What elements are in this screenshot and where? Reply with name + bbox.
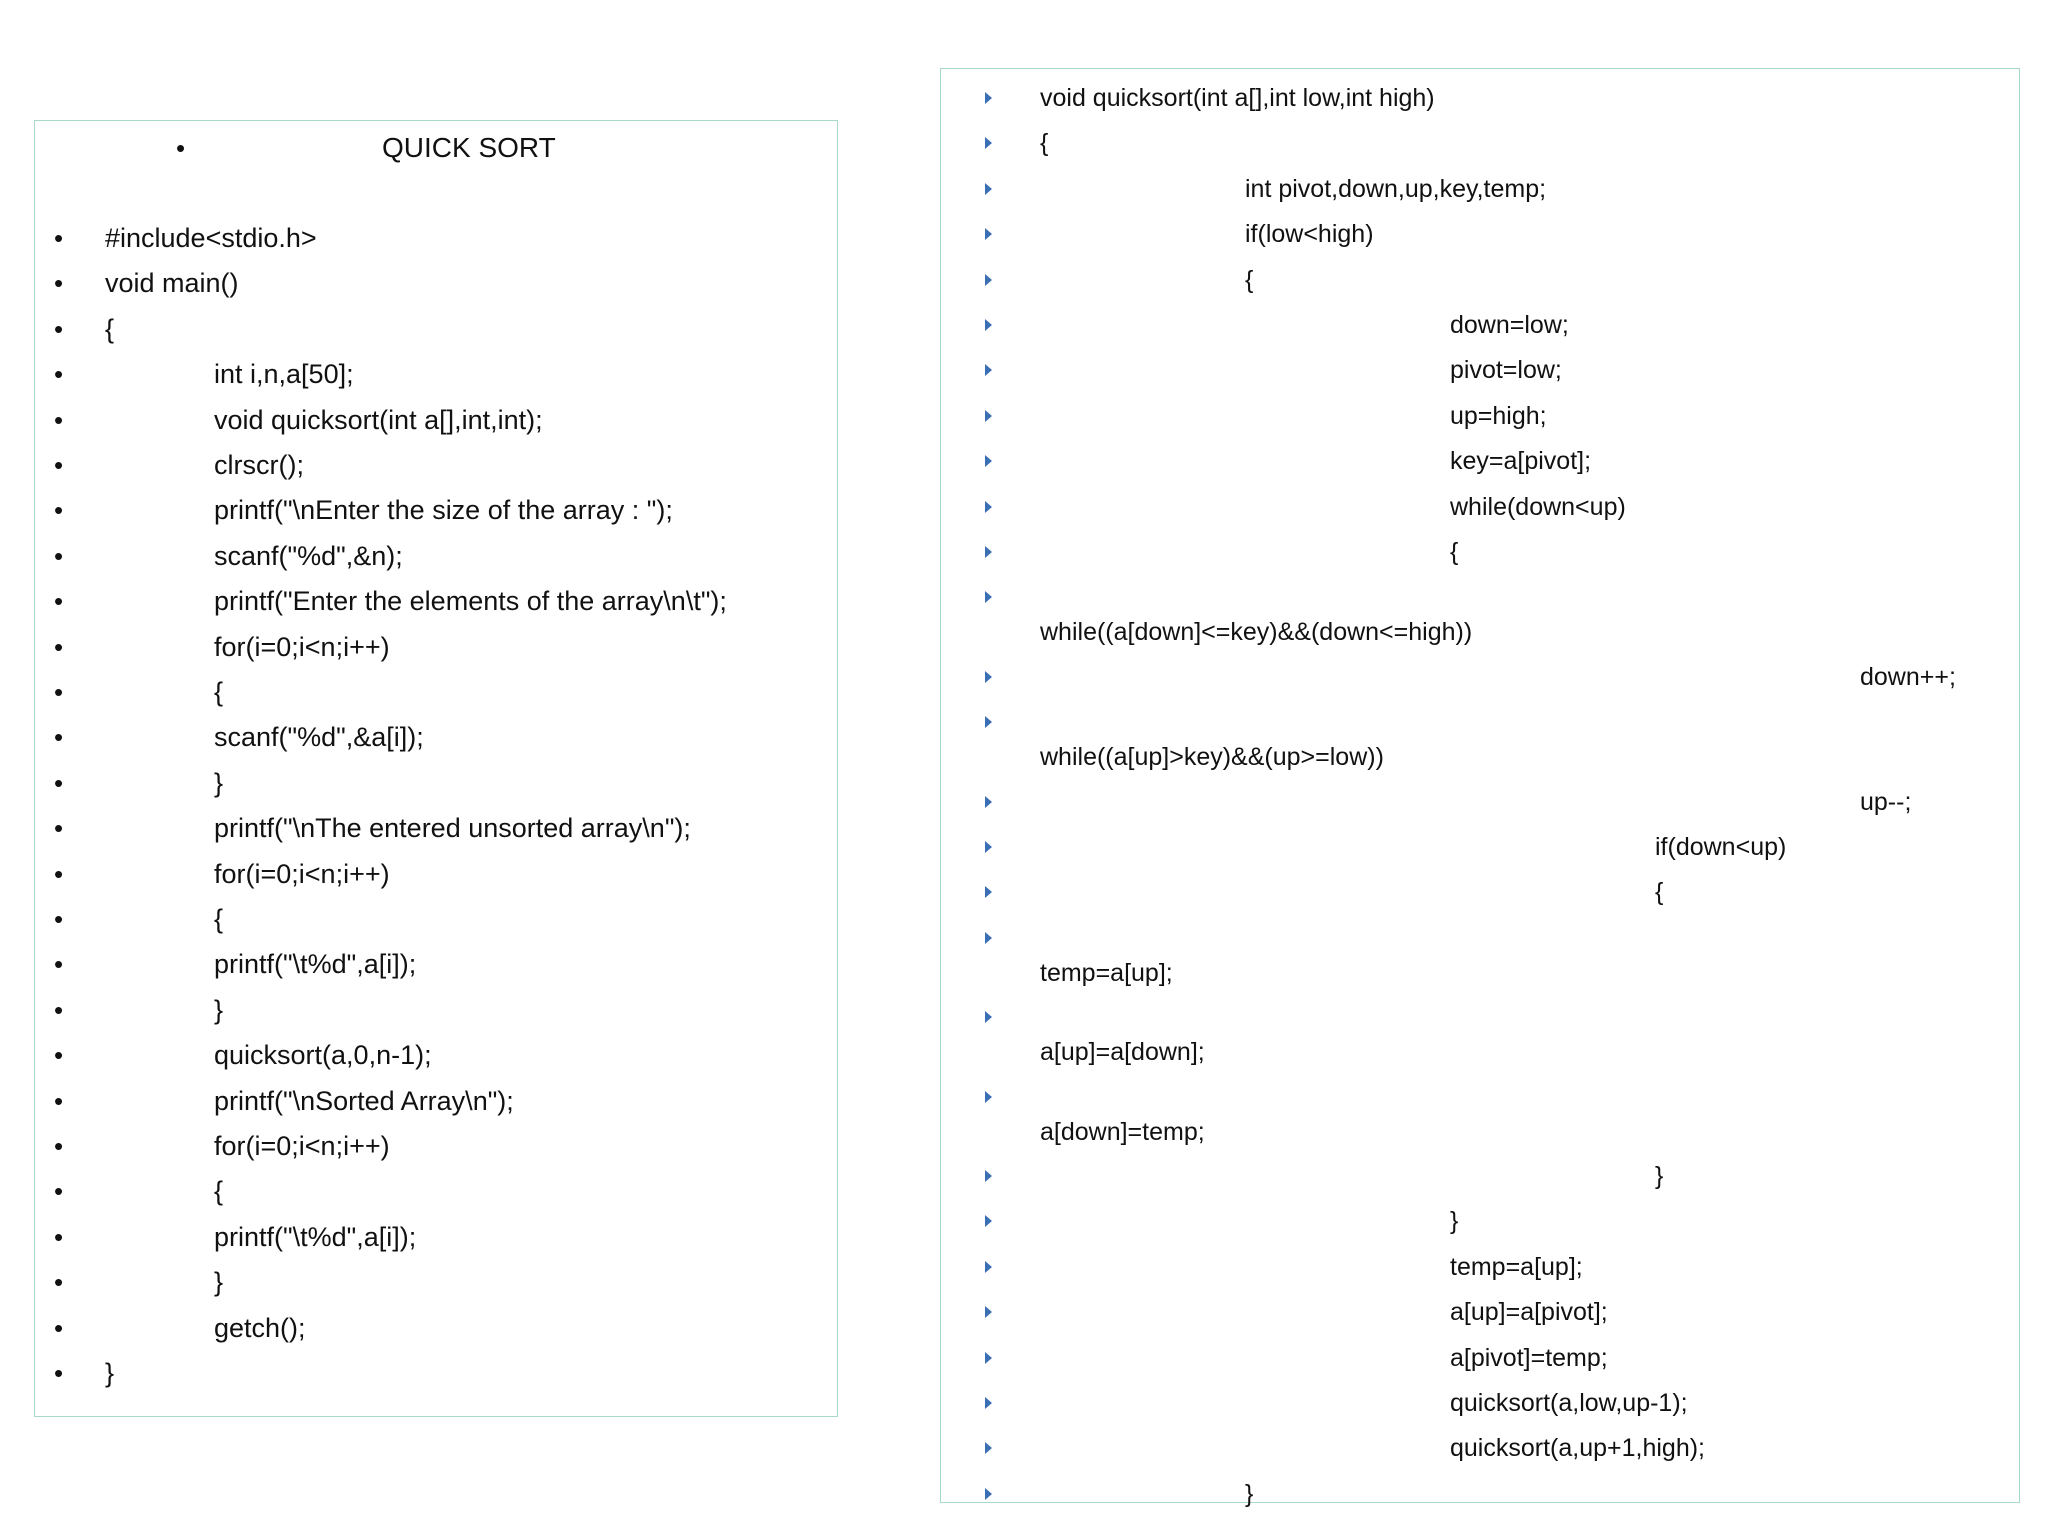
code-line: printf("\t%d",a[i]); bbox=[214, 1221, 417, 1252]
arrow-bullet-icon bbox=[985, 92, 992, 104]
bullet-icon: • bbox=[54, 1312, 64, 1343]
code-line: a[pivot]=temp; bbox=[1450, 1343, 1608, 1372]
code-line: } bbox=[214, 994, 224, 1025]
code-line: printf("\t%d",a[i]); bbox=[214, 949, 417, 980]
code-line: { bbox=[1450, 538, 1459, 566]
code-line: void main() bbox=[105, 268, 239, 299]
bullet-icon: • bbox=[54, 904, 64, 934]
bullet-icon: • bbox=[54, 994, 64, 1025]
arrow-bullet-icon bbox=[985, 137, 992, 149]
bullet-icon: • bbox=[54, 1040, 64, 1071]
code-line: printf("\nSorted Array\n"); bbox=[214, 1085, 514, 1116]
bullet-icon: • bbox=[54, 1085, 64, 1116]
arrow-bullet-icon bbox=[985, 319, 992, 331]
code-line: { bbox=[1245, 265, 1254, 294]
arrow-bullet-icon bbox=[985, 1306, 992, 1318]
arrow-bullet-icon bbox=[985, 932, 992, 944]
code-line: pivot=low; bbox=[1450, 356, 1562, 385]
arrow-bullet-icon bbox=[985, 716, 992, 728]
code-line: printf("Enter the elements of the array\n\t"); bbox=[214, 586, 727, 617]
arrow-bullet-icon bbox=[985, 1261, 992, 1273]
arrow-bullet-icon bbox=[985, 1488, 992, 1500]
code-line: } bbox=[214, 767, 224, 798]
arrow-bullet-icon bbox=[985, 228, 992, 240]
page-title: QUICK SORT bbox=[382, 132, 556, 163]
code-line: } bbox=[1655, 1162, 1664, 1190]
bullet-icon: • bbox=[54, 858, 64, 889]
bullet-icon: • bbox=[54, 404, 64, 435]
bullet-icon: • bbox=[54, 1176, 64, 1207]
code-line: a[down]=temp; bbox=[1040, 1117, 1205, 1146]
code-line: int pivot,down,up,key,temp; bbox=[1245, 174, 1547, 203]
code-line: clrscr(); bbox=[214, 450, 304, 480]
code-line: up=high; bbox=[1450, 401, 1547, 430]
code-line: { bbox=[105, 313, 115, 344]
arrow-bullet-icon bbox=[985, 1170, 992, 1182]
code-line: { bbox=[1655, 878, 1664, 907]
bullet-icon: • bbox=[54, 495, 64, 526]
code-line: { bbox=[214, 904, 224, 934]
arrow-bullet-icon bbox=[985, 1091, 992, 1103]
code-line: } bbox=[214, 1267, 224, 1298]
arrow-bullet-icon bbox=[985, 501, 992, 513]
arrow-bullet-icon bbox=[985, 1442, 992, 1454]
title-bullet-icon: • bbox=[176, 133, 186, 163]
arrow-bullet-icon bbox=[985, 1011, 992, 1023]
code-line: up--; bbox=[1860, 787, 1912, 816]
code-line: while(down<up) bbox=[1450, 492, 1626, 521]
bullet-icon: • bbox=[54, 1131, 64, 1161]
bullet-icon: • bbox=[54, 631, 64, 662]
code-line: getch(); bbox=[214, 1312, 306, 1343]
code-line: { bbox=[1040, 129, 1049, 158]
right-code-panel bbox=[940, 68, 2020, 1503]
arrow-bullet-icon bbox=[985, 591, 992, 603]
code-line: quicksort(a,0,n-1); bbox=[214, 1040, 432, 1071]
code-line: down=low; bbox=[1450, 311, 1569, 339]
bullet-icon: • bbox=[54, 813, 64, 844]
left-code-panel bbox=[34, 120, 838, 1417]
code-line: while((a[up]>key)&&(up>=low)) bbox=[1040, 743, 1384, 772]
code-line: printf("\nThe entered unsorted array\n"); bbox=[214, 813, 691, 844]
bullet-icon: • bbox=[54, 1267, 64, 1298]
code-line: a[up]=a[down]; bbox=[1040, 1038, 1205, 1067]
code-line: scanf("%d",&n); bbox=[214, 540, 403, 571]
code-line: { bbox=[214, 1176, 224, 1207]
code-line: #include<stdio.h> bbox=[105, 223, 317, 253]
code-line: while((a[down]<=key)&&(down<=high)) bbox=[1040, 618, 1473, 647]
code-line: } bbox=[1450, 1207, 1459, 1236]
code-line: for(i=0;i<n;i++) bbox=[214, 631, 390, 662]
code-line: for(i=0;i<n;i++) bbox=[214, 858, 390, 889]
bullet-icon: • bbox=[54, 359, 64, 390]
arrow-bullet-icon bbox=[985, 841, 992, 853]
code-line: quicksort(a,up+1,high); bbox=[1450, 1434, 1706, 1463]
code-line: temp=a[up]; bbox=[1450, 1252, 1583, 1281]
code-line: } bbox=[1245, 1479, 1254, 1508]
code-line: { bbox=[214, 677, 224, 707]
arrow-bullet-icon bbox=[985, 546, 992, 558]
arrow-bullet-icon bbox=[985, 796, 992, 808]
code-line: quicksort(a,low,up-1); bbox=[1450, 1389, 1688, 1417]
code-line: down++; bbox=[1860, 662, 1956, 691]
bullet-icon: • bbox=[54, 677, 64, 707]
arrow-bullet-icon bbox=[985, 1397, 992, 1409]
arrow-bullet-icon bbox=[985, 886, 992, 898]
code-line: } bbox=[105, 1358, 115, 1388]
bullet-icon: • bbox=[54, 540, 64, 571]
code-line: temp=a[up]; bbox=[1040, 958, 1173, 987]
code-line: for(i=0;i<n;i++) bbox=[214, 1131, 390, 1161]
arrow-bullet-icon bbox=[985, 1215, 992, 1227]
bullet-icon: • bbox=[54, 268, 64, 299]
bullet-icon: • bbox=[54, 767, 64, 798]
bullet-icon: • bbox=[54, 722, 64, 753]
bullet-icon: • bbox=[54, 1221, 64, 1252]
arrow-bullet-icon bbox=[985, 410, 992, 422]
code-line: printf("\nEnter the size of the array : "); bbox=[214, 495, 673, 526]
code-line: void quicksort(int a[],int low,int high) bbox=[1040, 84, 1435, 112]
code-line: void quicksort(int a[],int,int); bbox=[214, 404, 543, 435]
arrow-bullet-icon bbox=[985, 1352, 992, 1364]
bullet-icon: • bbox=[54, 1358, 64, 1388]
code-line: int i,n,a[50]; bbox=[214, 359, 354, 390]
bullet-icon: • bbox=[54, 450, 64, 480]
arrow-bullet-icon bbox=[985, 455, 992, 467]
code-line: if(low<high) bbox=[1245, 220, 1374, 249]
arrow-bullet-icon bbox=[985, 364, 992, 376]
code-line: a[up]=a[pivot]; bbox=[1450, 1298, 1608, 1327]
bullet-icon: • bbox=[54, 313, 64, 344]
arrow-bullet-icon bbox=[985, 183, 992, 195]
code-line: key=a[pivot]; bbox=[1450, 447, 1592, 476]
bullet-icon: • bbox=[54, 949, 64, 980]
code-line: if(down<up) bbox=[1655, 833, 1787, 861]
arrow-bullet-icon bbox=[985, 671, 992, 683]
code-line: scanf("%d",&a[i]); bbox=[214, 722, 424, 753]
bullet-icon: • bbox=[54, 586, 64, 617]
arrow-bullet-icon bbox=[985, 274, 992, 286]
bullet-icon: • bbox=[54, 223, 64, 253]
